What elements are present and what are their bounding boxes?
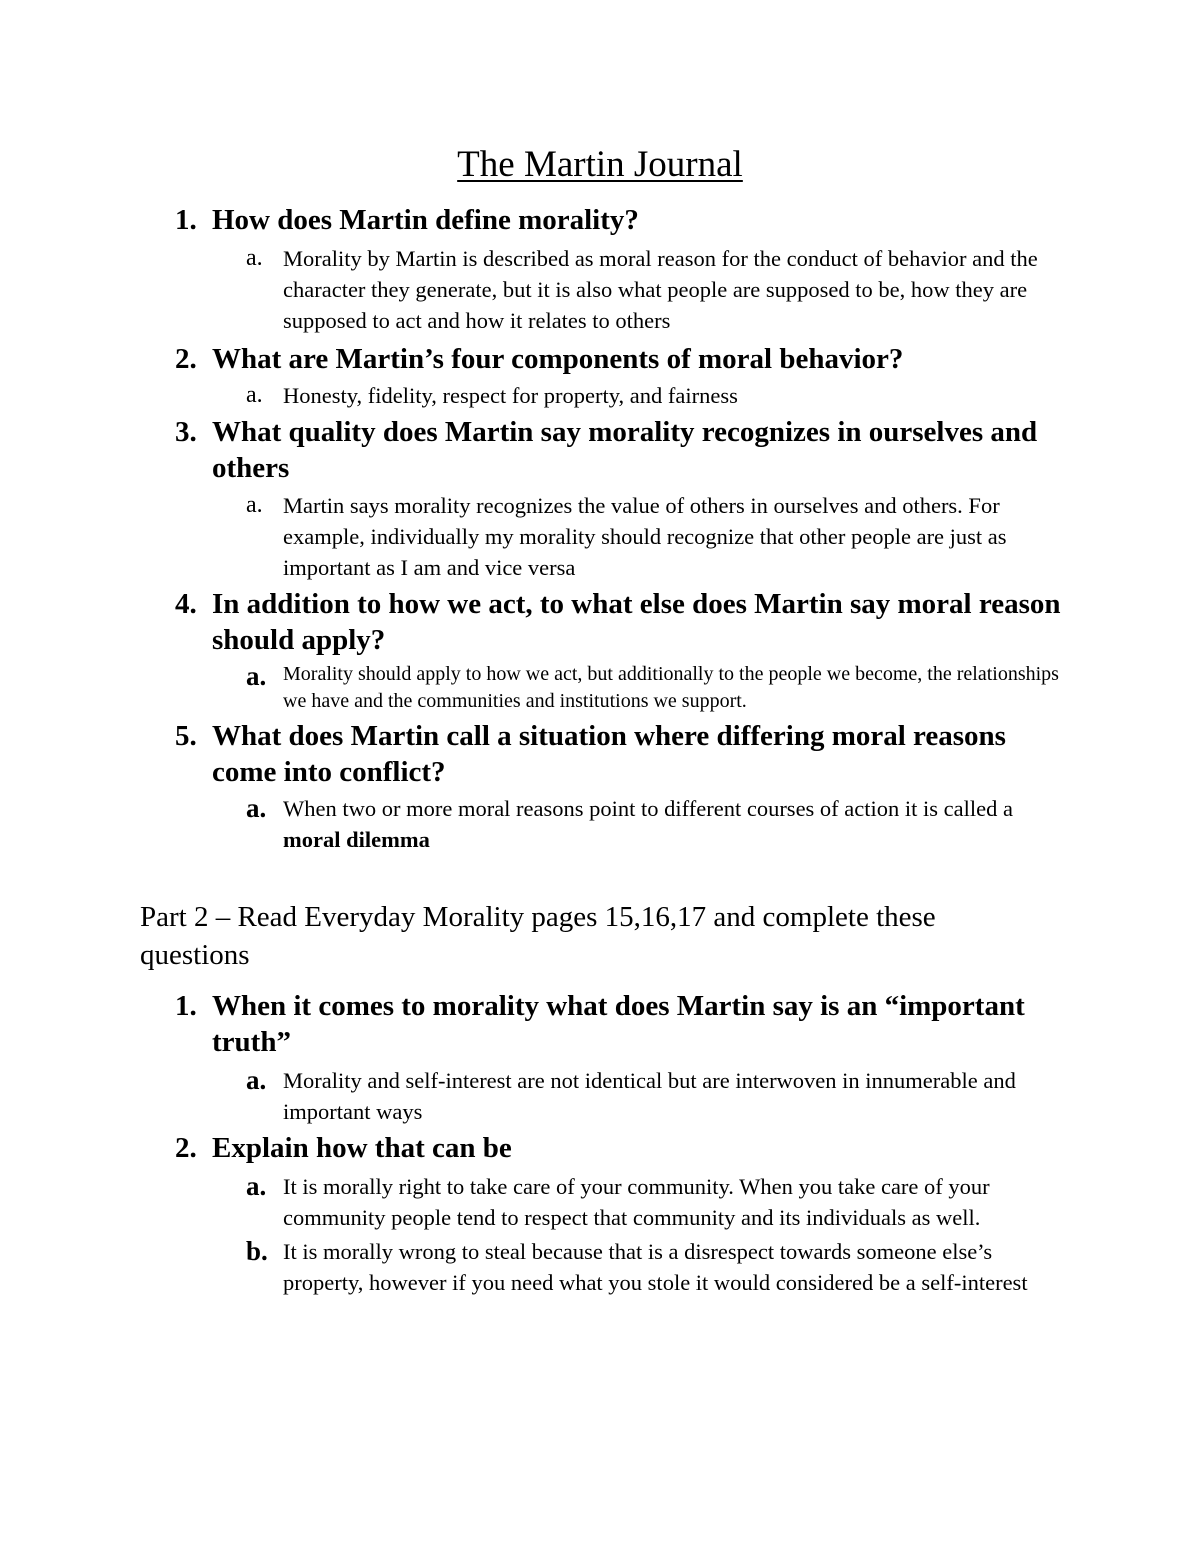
answer-item: [0, 661, 1200, 715]
answer-item: [0, 1171, 1200, 1233]
answer-letter: a.: [246, 661, 267, 691]
answer-item: [0, 1065, 1200, 1127]
question-text: What are Martin’s four components of moral behavior?: [212, 343, 904, 375]
question-number: 4.: [175, 588, 197, 620]
question-number: 5.: [175, 720, 197, 752]
question-text: Explain how that can be: [212, 1132, 512, 1164]
question-item: [0, 202, 1200, 238]
answer-letter: a.: [246, 245, 263, 271]
answer-letter: a.: [246, 1065, 267, 1095]
question-number: 1.: [175, 204, 197, 236]
answer-item: [0, 490, 1200, 583]
answer-letter: a.: [246, 793, 267, 823]
question-list-part2: [0, 988, 1200, 1298]
answer-text: Martin says morality recognizes the value of others in ourselves and others. For example, individually my morality should recognize that other people are just as important as I am and vice versa: [283, 493, 1007, 580]
question-number: 3.: [175, 416, 197, 448]
answer-text: Morality and self-interest are not identical but are interwoven in innumerable and important ways: [283, 1068, 1016, 1124]
question-number: 1.: [175, 990, 197, 1022]
question-item: [0, 1130, 1200, 1166]
question-text: What quality does Martin say morality recognizes in ourselves and others: [212, 416, 1038, 484]
answer-text: Morality should apply to how we act, but additionally to the people we become, the relationships we have and the communities and institutions we support.: [283, 663, 1059, 712]
answer-letter: a.: [246, 382, 263, 408]
question-text: When it comes to morality what does Martin say is an “important truth”: [212, 990, 1025, 1058]
question-item: [0, 414, 1200, 486]
answer-text-bold: moral dilemma: [283, 827, 430, 852]
question-text: What does Martin call a situation where differing moral reasons come into conflict?: [212, 720, 1006, 788]
answer-item: [0, 380, 1200, 411]
question-list-part1: [0, 202, 1200, 855]
question-number: 2.: [175, 343, 197, 375]
answer-text: It is morally wrong to steal because that is a disrespect towards someone else’s property, however if you need what you stole it would considered be a self-interest: [283, 1239, 1028, 1295]
answer-letter: a.: [246, 1171, 267, 1201]
part2-heading: Part 2 – Read Everyday Morality pages 15,16,17 and complete these questions: [140, 901, 936, 971]
answer-item: [0, 793, 1200, 855]
question-item: [0, 988, 1200, 1060]
question-text: How does Martin define morality?: [212, 204, 639, 236]
answer-letter: a.: [246, 492, 263, 518]
question-text: In addition to how we act, to what else does Martin say moral reason should apply?: [212, 588, 1061, 656]
answer-letter: b.: [246, 1236, 268, 1266]
question-number: 2.: [175, 1132, 197, 1164]
answer-text: Morality by Martin is described as moral reason for the conduct of behavior and the character they generate, but it is also what people are supposed to be, how they are supposed to act and how it relates to others: [283, 246, 1038, 333]
question-item: [0, 586, 1200, 658]
answer-item: [0, 1236, 1200, 1298]
question-item: [0, 341, 1200, 377]
page-title: The Martin Journal: [457, 144, 743, 185]
answer-text: [283, 793, 1073, 855]
question-item: [0, 718, 1200, 790]
answer-text: It is morally right to take care of your community. When you take care of your community people tend to respect that community and its individuals as well.: [283, 1174, 990, 1230]
answer-text-plain: When two or more moral reasons point to different courses of action it is called a: [283, 796, 1013, 821]
answer-item: [0, 243, 1200, 336]
answer-text: Honesty, fidelity, respect for property, and fairness: [283, 383, 738, 408]
